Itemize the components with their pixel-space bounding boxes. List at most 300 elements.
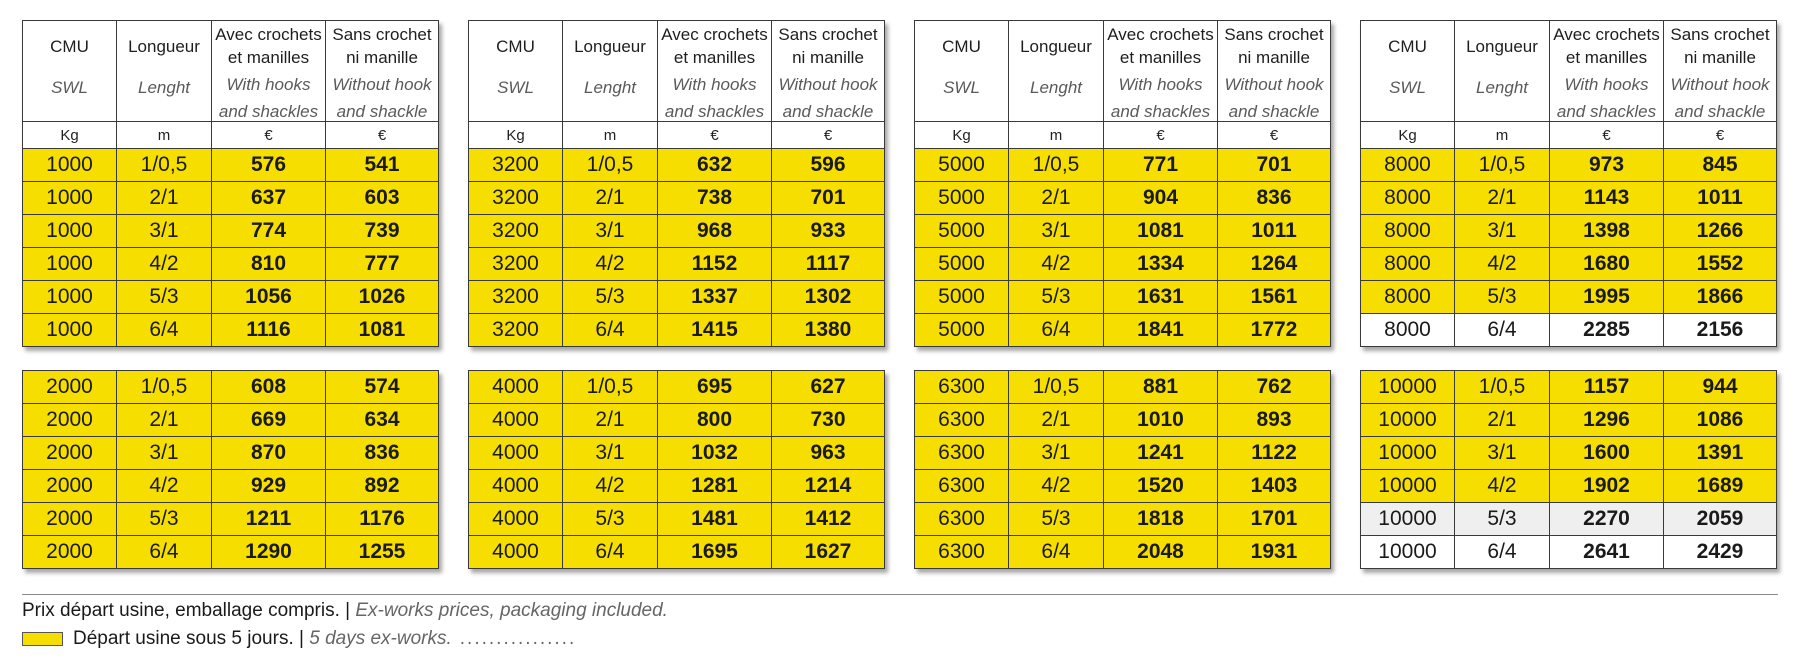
price-with-hooks-cell: 2270 [1550, 503, 1664, 536]
header-label-fr: ni manille [1238, 48, 1310, 67]
cmu-cell: 4000 [469, 470, 563, 503]
price-without-hook-cell: 541 [326, 149, 439, 182]
cmu-cell: 8000 [1361, 182, 1455, 215]
length-cell: 5/3 [117, 281, 212, 314]
price-table-block [1360, 370, 1777, 569]
header-label-fr: Sans crochet [1224, 25, 1324, 44]
header-length-fr [563, 21, 657, 56]
cmu-cell: 5000 [915, 314, 1009, 347]
table-row [915, 314, 1331, 347]
price-without-hook-cell: 1086 [1664, 404, 1777, 437]
price-with-hooks-cell: 669 [212, 404, 326, 437]
cmu-cell: 8000 [1361, 314, 1455, 347]
price-without-hook-cell: 634 [326, 404, 439, 437]
header-label-en: Lenght [584, 78, 636, 97]
price-with-hooks-cell: 608 [212, 371, 326, 404]
header-label-fr: CMU [942, 37, 981, 56]
price-with-hooks-cell: 1600 [1550, 437, 1664, 470]
unit-cell: € [658, 122, 772, 149]
cmu-cell: 2000 [23, 503, 117, 536]
price-without-hook-cell: 1011 [1218, 215, 1331, 248]
header-with-hooks-en [658, 67, 771, 121]
header-cmu-en [1361, 56, 1454, 97]
price-with-hooks-cell: 774 [212, 215, 326, 248]
price-with-hooks-cell: 1081 [1104, 215, 1218, 248]
units-row [915, 122, 1331, 149]
cmu-cell: 6300 [915, 404, 1009, 437]
cmu-cell: 5000 [915, 215, 1009, 248]
table-row [1361, 248, 1777, 281]
header-label-en: SWL [943, 78, 980, 97]
cmu-cell: 4000 [469, 536, 563, 569]
table-row [469, 281, 885, 314]
cmu-cell: 2000 [23, 470, 117, 503]
length-cell: 2/1 [1009, 182, 1104, 215]
table-row [1361, 536, 1777, 569]
cmu-cell: 2000 [23, 437, 117, 470]
price-with-hooks-cell: 1334 [1104, 248, 1218, 281]
price-without-hook-cell: 596 [772, 149, 885, 182]
cmu-cell: 1000 [23, 248, 117, 281]
header-label-en: With hooks [672, 75, 757, 94]
price-without-hook-cell: 1214 [772, 470, 885, 503]
price-with-hooks-cell: 1695 [658, 536, 772, 569]
price-with-hooks-cell: 2048 [1104, 536, 1218, 569]
table-row [915, 503, 1331, 536]
header-label-en: SWL [51, 78, 88, 97]
price-without-hook-cell: 2059 [1664, 503, 1777, 536]
price-table [22, 20, 439, 347]
length-cell: 4/2 [117, 470, 212, 503]
header-label-en: Lenght [1476, 78, 1528, 97]
cmu-cell: 5000 [915, 149, 1009, 182]
price-with-hooks-cell: 1520 [1104, 470, 1218, 503]
table-row [915, 371, 1331, 404]
header-length [117, 21, 212, 122]
cmu-cell: 3200 [469, 314, 563, 347]
cmu-cell: 5000 [915, 281, 1009, 314]
header-label-fr: ni manille [1684, 48, 1756, 67]
unit-cell: Kg [915, 122, 1009, 149]
length-cell: 4/2 [563, 470, 658, 503]
price-without-hook-cell: 730 [772, 404, 885, 437]
header-label-fr: et manilles [1565, 48, 1648, 67]
length-cell: 3/1 [1009, 437, 1104, 470]
header-label-fr: Avec crochets [661, 25, 768, 44]
table-row [915, 470, 1331, 503]
header-cmu-en [915, 56, 1008, 97]
header-without-hook-en [1664, 67, 1776, 121]
price-without-hook-cell: 1701 [1218, 503, 1331, 536]
header-label-fr: Longueur [128, 37, 200, 56]
length-cell: 1/0,5 [117, 371, 212, 404]
table-row [23, 314, 439, 347]
cmu-cell: 5000 [915, 182, 1009, 215]
length-cell: 1/0,5 [1455, 371, 1550, 404]
price-with-hooks-cell: 637 [212, 182, 326, 215]
header-with-hooks [658, 21, 772, 122]
price-without-hook-cell: 1391 [1664, 437, 1777, 470]
price-without-hook-cell: 836 [1218, 182, 1331, 215]
price-table-block [22, 370, 439, 569]
length-cell: 3/1 [563, 215, 658, 248]
header-label-en: and shackles [1556, 102, 1657, 121]
cmu-cell: 8000 [1361, 281, 1455, 314]
table-row [1361, 371, 1777, 404]
table-row [23, 215, 439, 248]
price-without-hook-cell: 2429 [1664, 536, 1777, 569]
note-prices-fr: Prix départ usine, emballage compris. | [22, 600, 356, 621]
header-label-en: With hooks [1118, 75, 1203, 94]
header-label-en: With hooks [1564, 75, 1649, 94]
price-with-hooks-cell: 1143 [1550, 182, 1664, 215]
header-row [23, 21, 439, 122]
length-cell: 1/0,5 [563, 149, 658, 182]
price-table [914, 370, 1331, 569]
header-label-en: Lenght [1030, 78, 1082, 97]
price-table [1360, 20, 1777, 347]
length-cell: 2/1 [563, 404, 658, 437]
length-cell: 5/3 [1455, 503, 1550, 536]
table-row [915, 404, 1331, 437]
price-with-hooks-cell: 1398 [1550, 215, 1664, 248]
price-with-hooks-cell: 1116 [212, 314, 326, 347]
length-cell: 2/1 [117, 404, 212, 437]
header-label-fr: ni manille [346, 48, 418, 67]
header-without-hook-fr [1218, 21, 1330, 67]
cmu-cell: 3200 [469, 215, 563, 248]
length-cell: 1/0,5 [1009, 371, 1104, 404]
header-without-hook-en [772, 67, 884, 121]
header-label-en: and shackles [664, 102, 765, 121]
length-cell: 4/2 [1455, 248, 1550, 281]
price-without-hook-cell: 1302 [772, 281, 885, 314]
table-row [915, 248, 1331, 281]
unit-cell: € [1218, 122, 1331, 149]
length-cell: 4/2 [117, 248, 212, 281]
price-without-hook-cell: 1403 [1218, 470, 1331, 503]
price-with-hooks-cell: 1281 [658, 470, 772, 503]
price-without-hook-cell: 1931 [1218, 536, 1331, 569]
price-with-hooks-cell: 870 [212, 437, 326, 470]
header-label-fr: CMU [50, 37, 89, 56]
cmu-cell: 10000 [1361, 536, 1455, 569]
price-without-hook-cell: 1552 [1664, 248, 1777, 281]
length-cell: 4/2 [1009, 248, 1104, 281]
header-length [1455, 21, 1550, 122]
header-with-hooks-fr [1104, 21, 1217, 67]
table-row [469, 371, 885, 404]
header-label-en: With hooks [226, 75, 311, 94]
length-cell: 6/4 [117, 536, 212, 569]
header-cmu-en [23, 56, 116, 97]
header-row [915, 21, 1331, 122]
header-without-hook [326, 21, 439, 122]
length-cell: 2/1 [1455, 404, 1550, 437]
header-length [563, 21, 658, 122]
note-legend-fr: Départ usine sous 5 jours. | [73, 628, 304, 649]
cmu-cell: 1000 [23, 314, 117, 347]
cmu-cell: 5000 [915, 248, 1009, 281]
header-label-fr: Longueur [1466, 37, 1538, 56]
price-without-hook-cell: 603 [326, 182, 439, 215]
price-table [22, 370, 439, 569]
price-with-hooks-cell: 1415 [658, 314, 772, 347]
unit-cell: Kg [469, 122, 563, 149]
table-row [469, 536, 885, 569]
price-table [468, 20, 885, 347]
header-label-fr: Sans crochet [778, 25, 878, 44]
cmu-cell: 4000 [469, 371, 563, 404]
header-length-en [1009, 56, 1103, 97]
price-without-hook-cell: 627 [772, 371, 885, 404]
header-with-hooks [1104, 21, 1218, 122]
price-without-hook-cell: 1264 [1218, 248, 1331, 281]
header-label-fr: et manilles [1119, 48, 1202, 67]
table-row [469, 149, 885, 182]
price-without-hook-cell: 2156 [1664, 314, 1777, 347]
length-cell: 3/1 [1009, 215, 1104, 248]
table-row [1361, 281, 1777, 314]
price-without-hook-cell: 739 [326, 215, 439, 248]
cmu-cell: 6300 [915, 503, 1009, 536]
length-cell: 2/1 [1455, 182, 1550, 215]
header-with-hooks-fr [1550, 21, 1663, 67]
cmu-cell: 3200 [469, 281, 563, 314]
price-without-hook-cell: 574 [326, 371, 439, 404]
table-row [23, 437, 439, 470]
footer-divider [22, 594, 1778, 595]
price-with-hooks-cell: 1337 [658, 281, 772, 314]
table-row [23, 371, 439, 404]
header-without-hook-en [1218, 67, 1330, 121]
header-label-fr: CMU [1388, 37, 1427, 56]
price-without-hook-cell: 762 [1218, 371, 1331, 404]
unit-cell: € [772, 122, 885, 149]
header-cmu [469, 21, 563, 122]
cmu-cell: 6300 [915, 536, 1009, 569]
table-row [1361, 182, 1777, 215]
cmu-cell: 4000 [469, 503, 563, 536]
table-row [1361, 314, 1777, 347]
table-row [915, 536, 1331, 569]
header-row [1361, 21, 1777, 122]
price-without-hook-cell: 933 [772, 215, 885, 248]
header-label-en: and shackle [1674, 102, 1766, 121]
header-label-en: Without hook [778, 75, 878, 94]
header-cmu-fr [469, 21, 562, 56]
length-cell: 3/1 [117, 437, 212, 470]
price-without-hook-cell: 944 [1664, 371, 1777, 404]
price-without-hook-cell: 701 [772, 182, 885, 215]
table-row [469, 248, 885, 281]
header-without-hook-en [326, 67, 438, 121]
price-without-hook-cell: 777 [326, 248, 439, 281]
header-with-hooks-en [1550, 67, 1663, 121]
table-row [23, 503, 439, 536]
header-cmu-fr [915, 21, 1008, 56]
header-label-fr: Sans crochet [332, 25, 432, 44]
price-without-hook-cell: 1627 [772, 536, 885, 569]
note-legend-en: 5 days ex-works. [309, 628, 452, 649]
price-with-hooks-cell: 973 [1550, 149, 1664, 182]
price-without-hook-cell: 1026 [326, 281, 439, 314]
cmu-cell: 2000 [23, 404, 117, 437]
header-with-hooks-en [1104, 67, 1217, 121]
header-without-hook-fr [326, 21, 438, 67]
table-row [469, 470, 885, 503]
header-label-fr: CMU [496, 37, 535, 56]
header-label-fr: Sans crochet [1670, 25, 1770, 44]
length-cell: 4/2 [563, 248, 658, 281]
table-row [915, 281, 1331, 314]
length-cell: 4/2 [1455, 470, 1550, 503]
table-row [469, 314, 885, 347]
price-with-hooks-cell: 1211 [212, 503, 326, 536]
length-cell: 6/4 [563, 536, 658, 569]
price-with-hooks-cell: 1241 [1104, 437, 1218, 470]
price-without-hook-cell: 701 [1218, 149, 1331, 182]
header-without-hook [1664, 21, 1777, 122]
price-with-hooks-cell: 929 [212, 470, 326, 503]
header-with-hooks [1550, 21, 1664, 122]
price-with-hooks-cell: 1152 [658, 248, 772, 281]
footer-note-prices [22, 597, 668, 625]
table-row [23, 470, 439, 503]
length-cell: 1/0,5 [563, 371, 658, 404]
header-label-en: and shackle [1228, 102, 1320, 121]
header-label-en: Without hook [1670, 75, 1770, 94]
header-label-fr: Longueur [574, 37, 646, 56]
header-label-fr: et manilles [673, 48, 756, 67]
header-label-en: SWL [1389, 78, 1426, 97]
header-length-en [117, 56, 211, 97]
length-cell: 2/1 [563, 182, 658, 215]
header-label-fr: ni manille [792, 48, 864, 67]
unit-cell: Kg [1361, 122, 1455, 149]
table-row [1361, 404, 1777, 437]
cmu-cell: 1000 [23, 149, 117, 182]
header-label-en: Without hook [332, 75, 432, 94]
header-label-fr: et manilles [227, 48, 310, 67]
price-with-hooks-cell: 738 [658, 182, 772, 215]
header-without-hook [772, 21, 885, 122]
header-length-fr [117, 21, 211, 56]
unit-cell: € [212, 122, 326, 149]
length-cell: 3/1 [1455, 215, 1550, 248]
length-cell: 6/4 [1455, 314, 1550, 347]
length-cell: 5/3 [1009, 503, 1104, 536]
price-without-hook-cell: 836 [326, 437, 439, 470]
cmu-cell: 6300 [915, 371, 1009, 404]
cmu-cell: 1000 [23, 182, 117, 215]
units-row [23, 122, 439, 149]
header-label-en: Without hook [1224, 75, 1324, 94]
cmu-cell: 10000 [1361, 470, 1455, 503]
length-cell: 4/2 [1009, 470, 1104, 503]
table-row [23, 536, 439, 569]
table-row [469, 503, 885, 536]
price-without-hook-cell: 1380 [772, 314, 885, 347]
header-label-fr: Avec crochets [1107, 25, 1214, 44]
price-table-block [468, 20, 885, 347]
header-with-hooks-en [212, 67, 325, 121]
header-label-en: and shackle [336, 102, 428, 121]
price-with-hooks-cell: 1841 [1104, 314, 1218, 347]
price-with-hooks-cell: 632 [658, 149, 772, 182]
price-with-hooks-cell: 1032 [658, 437, 772, 470]
unit-cell: € [1550, 122, 1664, 149]
price-without-hook-cell: 963 [772, 437, 885, 470]
unit-cell: Kg [23, 122, 117, 149]
header-label-en: and shackle [782, 102, 874, 121]
price-with-hooks-cell: 576 [212, 149, 326, 182]
length-cell: 3/1 [117, 215, 212, 248]
cmu-cell: 4000 [469, 437, 563, 470]
header-without-hook-fr [772, 21, 884, 67]
table-row [23, 149, 439, 182]
table-row [469, 182, 885, 215]
table-row [469, 437, 885, 470]
price-with-hooks-cell: 1902 [1550, 470, 1664, 503]
header-length-fr [1009, 21, 1103, 56]
length-cell: 3/1 [1455, 437, 1550, 470]
units-row [1361, 122, 1777, 149]
price-without-hook-cell: 1772 [1218, 314, 1331, 347]
price-with-hooks-cell: 1995 [1550, 281, 1664, 314]
table-row [915, 182, 1331, 215]
price-without-hook-cell: 845 [1664, 149, 1777, 182]
table-row [915, 149, 1331, 182]
table-row [1361, 503, 1777, 536]
price-with-hooks-cell: 1157 [1550, 371, 1664, 404]
cmu-cell: 6300 [915, 470, 1009, 503]
price-table-block [468, 370, 885, 569]
table-row [1361, 470, 1777, 503]
footer-note-legend [22, 625, 576, 653]
length-cell: 1/0,5 [1455, 149, 1550, 182]
unit-cell: m [117, 122, 212, 149]
price-without-hook-cell: 1689 [1664, 470, 1777, 503]
cmu-cell: 8000 [1361, 215, 1455, 248]
length-cell: 6/4 [1455, 536, 1550, 569]
cmu-cell: 2000 [23, 371, 117, 404]
price-with-hooks-cell: 1631 [1104, 281, 1218, 314]
length-cell: 1/0,5 [1009, 149, 1104, 182]
price-with-hooks-cell: 1481 [658, 503, 772, 536]
unit-cell: m [1455, 122, 1550, 149]
price-without-hook-cell: 1255 [326, 536, 439, 569]
length-cell: 6/4 [117, 314, 212, 347]
table-row [915, 437, 1331, 470]
price-without-hook-cell: 1011 [1664, 182, 1777, 215]
header-length [1009, 21, 1104, 122]
price-with-hooks-cell: 2285 [1550, 314, 1664, 347]
header-with-hooks [212, 21, 326, 122]
unit-cell: € [326, 122, 439, 149]
price-with-hooks-cell: 904 [1104, 182, 1218, 215]
cmu-cell: 4000 [469, 404, 563, 437]
cmu-cell: 10000 [1361, 371, 1455, 404]
price-with-hooks-cell: 1818 [1104, 503, 1218, 536]
cmu-cell: 3200 [469, 149, 563, 182]
price-with-hooks-cell: 771 [1104, 149, 1218, 182]
price-without-hook-cell: 893 [1218, 404, 1331, 437]
length-cell: 2/1 [117, 182, 212, 215]
cmu-cell: 10000 [1361, 404, 1455, 437]
cmu-cell: 1000 [23, 281, 117, 314]
cmu-cell: 10000 [1361, 437, 1455, 470]
